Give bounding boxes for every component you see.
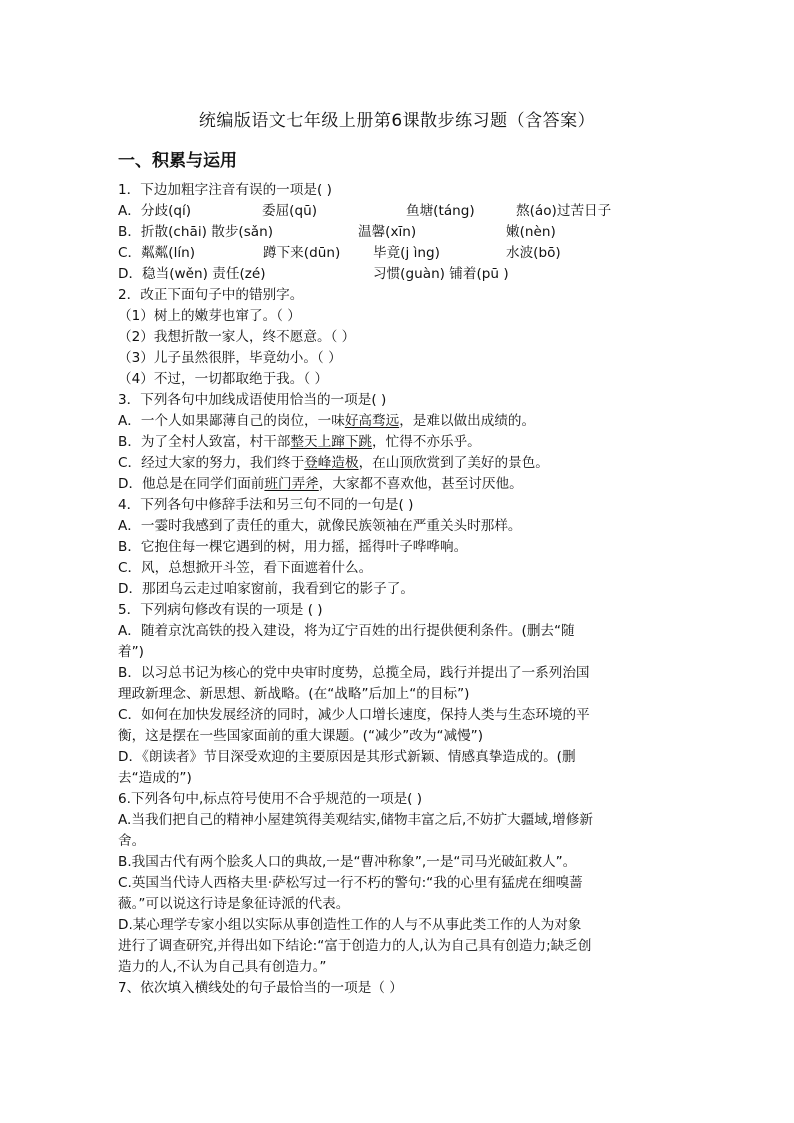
q3-option-a: [118, 411, 678, 431]
q2-item-1: （1）树上的嫩芽也窜了。（ ）: [118, 308, 301, 324]
q5-line-5: C．如何在加快发展经济的同时，减少人口增长速度，保持人类与生态环境的平: [118, 707, 590, 723]
q1-c-item-2: 蹲下来(dūn): [263, 245, 341, 261]
q2-stem: 2．改正下面句子中的错别字。: [118, 287, 304, 303]
section-heading: 一、积累与运用: [118, 151, 237, 171]
q4-option-a: A．一霎时我感到了责任的重大，就像民族领袖在严重关头时那样。: [118, 518, 522, 534]
q3-option-b: [118, 432, 678, 452]
q1-c-item-4: 水波(bō): [506, 245, 561, 261]
q6-line-2: 舍。: [118, 833, 146, 849]
q1-b-item-3: 嫩(nèn): [506, 224, 556, 240]
q3-c-idiom: 登峰造极: [304, 455, 359, 471]
q6-line-7: 进行了调查研究,并得出如下结论:“富于创造力的人,认为自己具有创造力;缺乏创: [118, 938, 592, 954]
q6-line-1: A.当我们把自己的精神小屋建筑得美观结实,储物丰富之后,不妨扩大疆域,增修新: [118, 812, 593, 828]
q3-a-idiom: 好高骛远: [344, 413, 400, 429]
q5-line-2: 着”): [118, 644, 144, 660]
q5-line-8: 去“造成的”): [118, 770, 192, 786]
q5-line-3: B．以习总书记为核心的党中央审时度势，总揽全局，践行并提出了一系列治国: [118, 665, 590, 681]
q3-d-suffix: ，大家都不喜欢他，甚至讨厌他。: [318, 476, 523, 492]
q3-c-prefix: C．经过大家的努力，我们终于: [118, 455, 305, 471]
q6-line-4: C.英国当代诗人西格夫里·萨松写过一行不朽的警句:“我的心里有猛虎在细嗅蔷: [118, 875, 583, 891]
q1-c-item-3: 毕竟(j ìng): [373, 245, 440, 261]
q7-stem: 7、依次填入横线处的句子最恰当的一项是（ ）: [118, 980, 403, 996]
q5-line-1: A．随着京沈高铁的投入建设，将为辽宁百姓的出行提供便利条件。(删去“随: [118, 623, 575, 639]
q5-line-4: 理政新理念、新思想、新战略。(在“战略”后加上“的目标”): [118, 686, 470, 702]
q2-item-2: （2）我想折散一家人，终不愿意。（ ）: [118, 329, 356, 345]
q6-line-5: 薇。”可以说这行诗是象征诗派的代表。: [118, 896, 350, 912]
q1-stem: 1．下边加粗字注音有误的一项是( ): [118, 182, 332, 198]
q3-d-idiom: 班门弄斧: [264, 476, 319, 492]
q5-line-7: D．《朗读者》节目深受欢迎的主要原因是其形式新颖、情感真挚造成的。(删: [118, 749, 576, 765]
q6-line-6: D.某心理学专家小组以实际从事创造性工作的人与不从事此类工作的人为对象: [118, 917, 582, 933]
q1-c-item-1: C．粼粼(lín): [118, 245, 196, 261]
q5-stem: 5．下列病句修改有误的一项是 ( ): [118, 602, 323, 618]
q6-stem: 6.下列各句中,标点符号使用不合乎规范的一项是( ): [118, 791, 423, 807]
q4-stem: 4．下列各句中修辞手法和另三句不同的一句是( ): [118, 497, 414, 513]
q4-option-d: D．那团乌云走过咱家窗前，我看到它的影子了。: [118, 581, 414, 597]
q6-line-3: B.我国古代有两个脍炙人口的典故,一是“曹冲称象”,一是“司马光破缸救人”。: [118, 854, 577, 870]
q1-b-item-2: 温馨(xīn): [358, 224, 417, 240]
q3-b-suffix: ，忙得不亦乐乎。: [372, 434, 481, 450]
q3-a-prefix: A．一个人如果鄙薄自己的岗位，一味: [118, 413, 345, 429]
q3-option-d: [118, 474, 678, 494]
q3-c-suffix: ，在山顶欣赏到了美好的景色。: [358, 455, 549, 471]
q1-a-item-4: 熬(áo)过苦日子: [516, 203, 612, 219]
q3-b-prefix: B．为了全村人致富，村干部: [118, 434, 291, 450]
q3-d-prefix: D．他总是在同学们面前: [118, 476, 265, 492]
q4-option-c: C．风，总想掀开斗笠，看下面遮着什么。: [118, 560, 373, 576]
q1-d-item-1: D．稳当(wěn) 责任(zé): [118, 266, 266, 282]
q5-line-6: 衡，这是摆在一些国家面前的重大课题。(“减少”改为“减慢”): [118, 728, 484, 744]
q3-option-c: [118, 453, 678, 473]
doc-title: 统编版语文七年级上册第6课散步练习题（含答案）: [198, 111, 596, 131]
q2-item-4: （4）不过，一切都取绝于我。（ ）: [118, 371, 329, 387]
q6-line-8: 造力的人,不认为自己具有创造力。”: [118, 959, 327, 975]
q3-b-idiom: 整天上蹿下跳: [290, 434, 373, 450]
q2-item-3: （3）儿子虽然很胖，毕竟幼小。（ ）: [118, 350, 342, 366]
q1-a-item-2: 委屈(qū): [262, 203, 318, 219]
q1-d-item-2: 习惯(guàn) 铺着(pū ): [373, 266, 509, 282]
q1-b-item-1: B．折散(chāi) 散步(sǎn): [118, 224, 274, 240]
q1-a-item-3: 鱼塘(táng): [406, 203, 475, 219]
q1-a-item-1: A．分歧(qí): [118, 203, 192, 219]
q4-option-b: B．它抱住每一棵它遇到的树，用力摇，摇得叶子哗哗响。: [118, 539, 468, 555]
q3-stem: 3．下列各句中加线成语使用恰当的一项是( ): [118, 392, 387, 408]
q3-a-suffix: ，是难以做出成绩的。: [399, 413, 536, 429]
